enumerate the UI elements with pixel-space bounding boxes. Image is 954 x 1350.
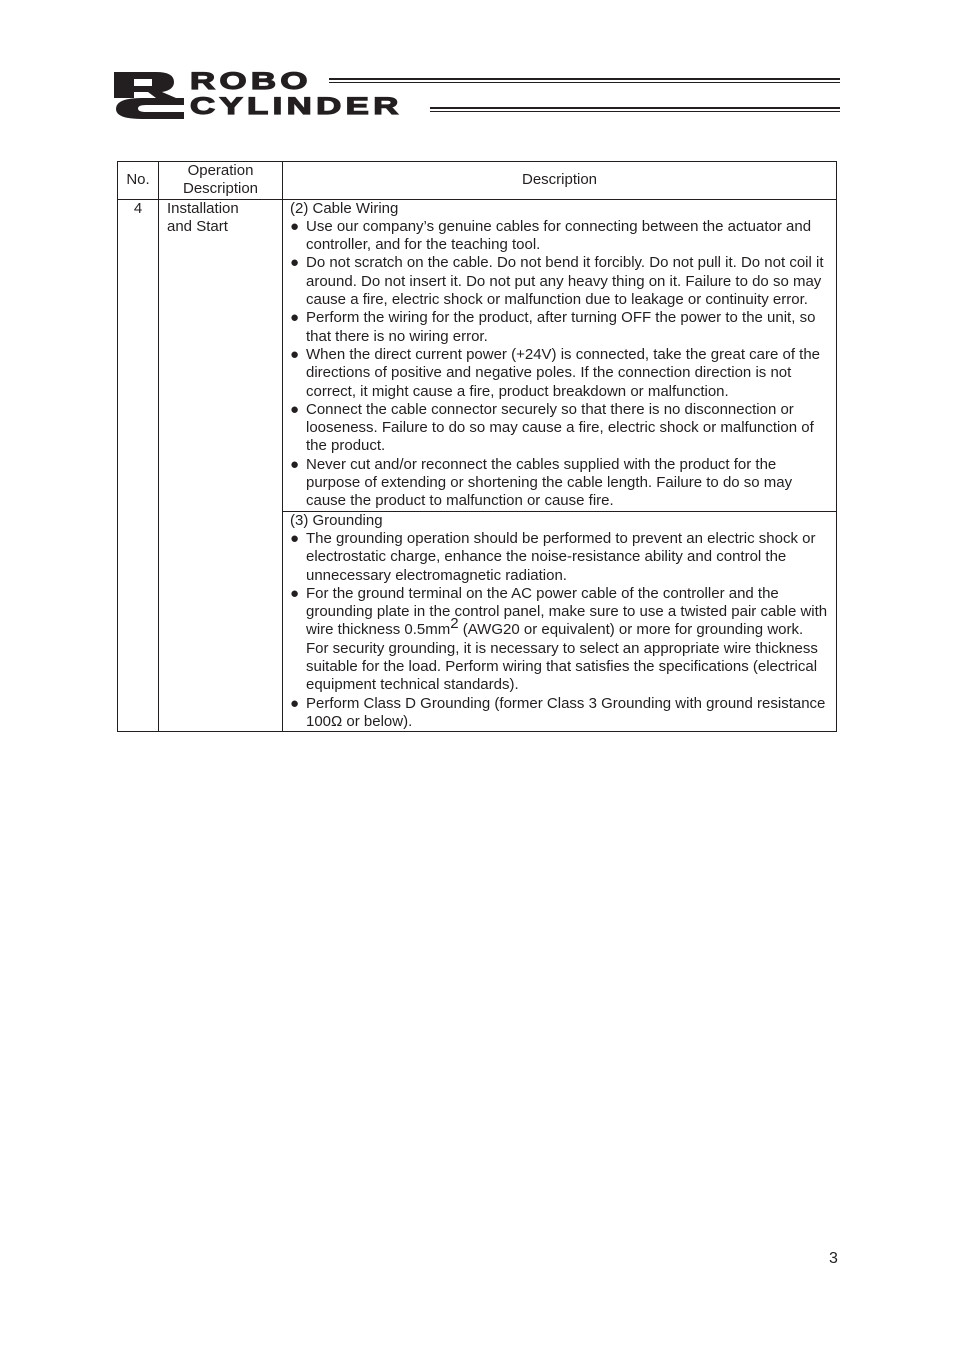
robo-cylinder-logo	[112, 70, 840, 120]
list-item: ● Connect the cable connector securely so that there is no disconnection or looseness. Failure to do so may cause a fire, electric shock or malfunction of the product.	[290, 400, 814, 455]
list-item: ● For the ground terminal on the AC power cable of the controller and the grounding plate in the control panel, make sure to use a twisted pair cable with wire thickness $0.5mm^2$ (AWG20 or equivalent) or more for grounding work. For security grounding, it is necessary to select an appropriate wire thickness suitable for the load. Perform wiring that satisfies the specifications (electrical equipment technical standards).	[290, 584, 828, 694]
list-item: ● When the direct current power (+24V) is connected, take the great care of the directions of positive and negative poles. If the connection direction is not correct, it might cause a fire, product breakdown or malfunction.	[290, 345, 821, 400]
header-rule-top-2	[329, 82, 840, 83]
bullet-icon: ●	[290, 584, 300, 602]
bullet-icon: ●	[290, 455, 300, 473]
rc-logo-mark-icon	[112, 70, 187, 120]
bullet-icon: ●	[290, 694, 300, 712]
logo-text-cylinder: CYLINDER	[190, 93, 403, 120]
header-rule-bottom-1	[430, 107, 840, 109]
cable-wiring-section	[283, 199, 837, 511]
grounding-section	[283, 511, 837, 732]
table-row	[118, 199, 837, 511]
row-operation: Installation and Start	[159, 199, 283, 732]
list-item: ● Use our company’s genuine cables for connecting between the actuator and controller, and for the teaching tool.	[290, 217, 812, 254]
bullet-icon: ●	[290, 400, 300, 418]
bullet-icon: ●	[290, 529, 300, 547]
list-item: ● The grounding operation should be performed to prevent an electric shock or electrostatic charge, enhance the noise-resistance ability and control the unnecessary electromagnetic radiation.	[290, 529, 816, 584]
logo-text-robo: ROBO	[190, 68, 312, 95]
list-item: ● Perform the wiring for the product, after turning OFF the power to the unit, so that there is no wiring error.	[290, 309, 816, 345]
page-number: 3	[829, 1250, 838, 1267]
row-number: 4	[118, 199, 159, 732]
list-item: ● Perform Class D Grounding (former Class 3 Grounding with ground resistance 100Ω or below).	[290, 694, 826, 730]
bullet-icon: ●	[290, 217, 300, 235]
operation-description-table	[117, 161, 837, 732]
bullet-icon: ●	[290, 254, 300, 272]
bullet-icon: ●	[290, 345, 300, 363]
bullet-icon: ●	[290, 309, 300, 327]
table-header-row	[118, 162, 837, 200]
list-item: ● Do not scratch on the cable. Do not bend it forcibly. Do not pull it. Do not coil it around. Do not insert it. Do not put any heavy thing on it. Failure to do so may cause a fire, electric shock or malfunction due to leakage or continuity error.	[290, 254, 824, 309]
header-description: Description	[283, 162, 837, 200]
header-operation-description: Operation Description	[159, 162, 283, 200]
section-title: (3) Grounding	[290, 511, 383, 529]
header-rule-top-1	[329, 78, 840, 80]
header-no: No.	[118, 162, 159, 200]
list-item: ● Never cut and/or reconnect the cables supplied with the product for the purpose of extending or shortening the cable length. Failure to do so may cause the product to malfunction or cause fire.	[290, 455, 793, 510]
header-rule-bottom-2	[430, 111, 840, 112]
section-title: (2) Cable Wiring	[290, 199, 399, 217]
superscript-squared: 2	[450, 615, 459, 633]
